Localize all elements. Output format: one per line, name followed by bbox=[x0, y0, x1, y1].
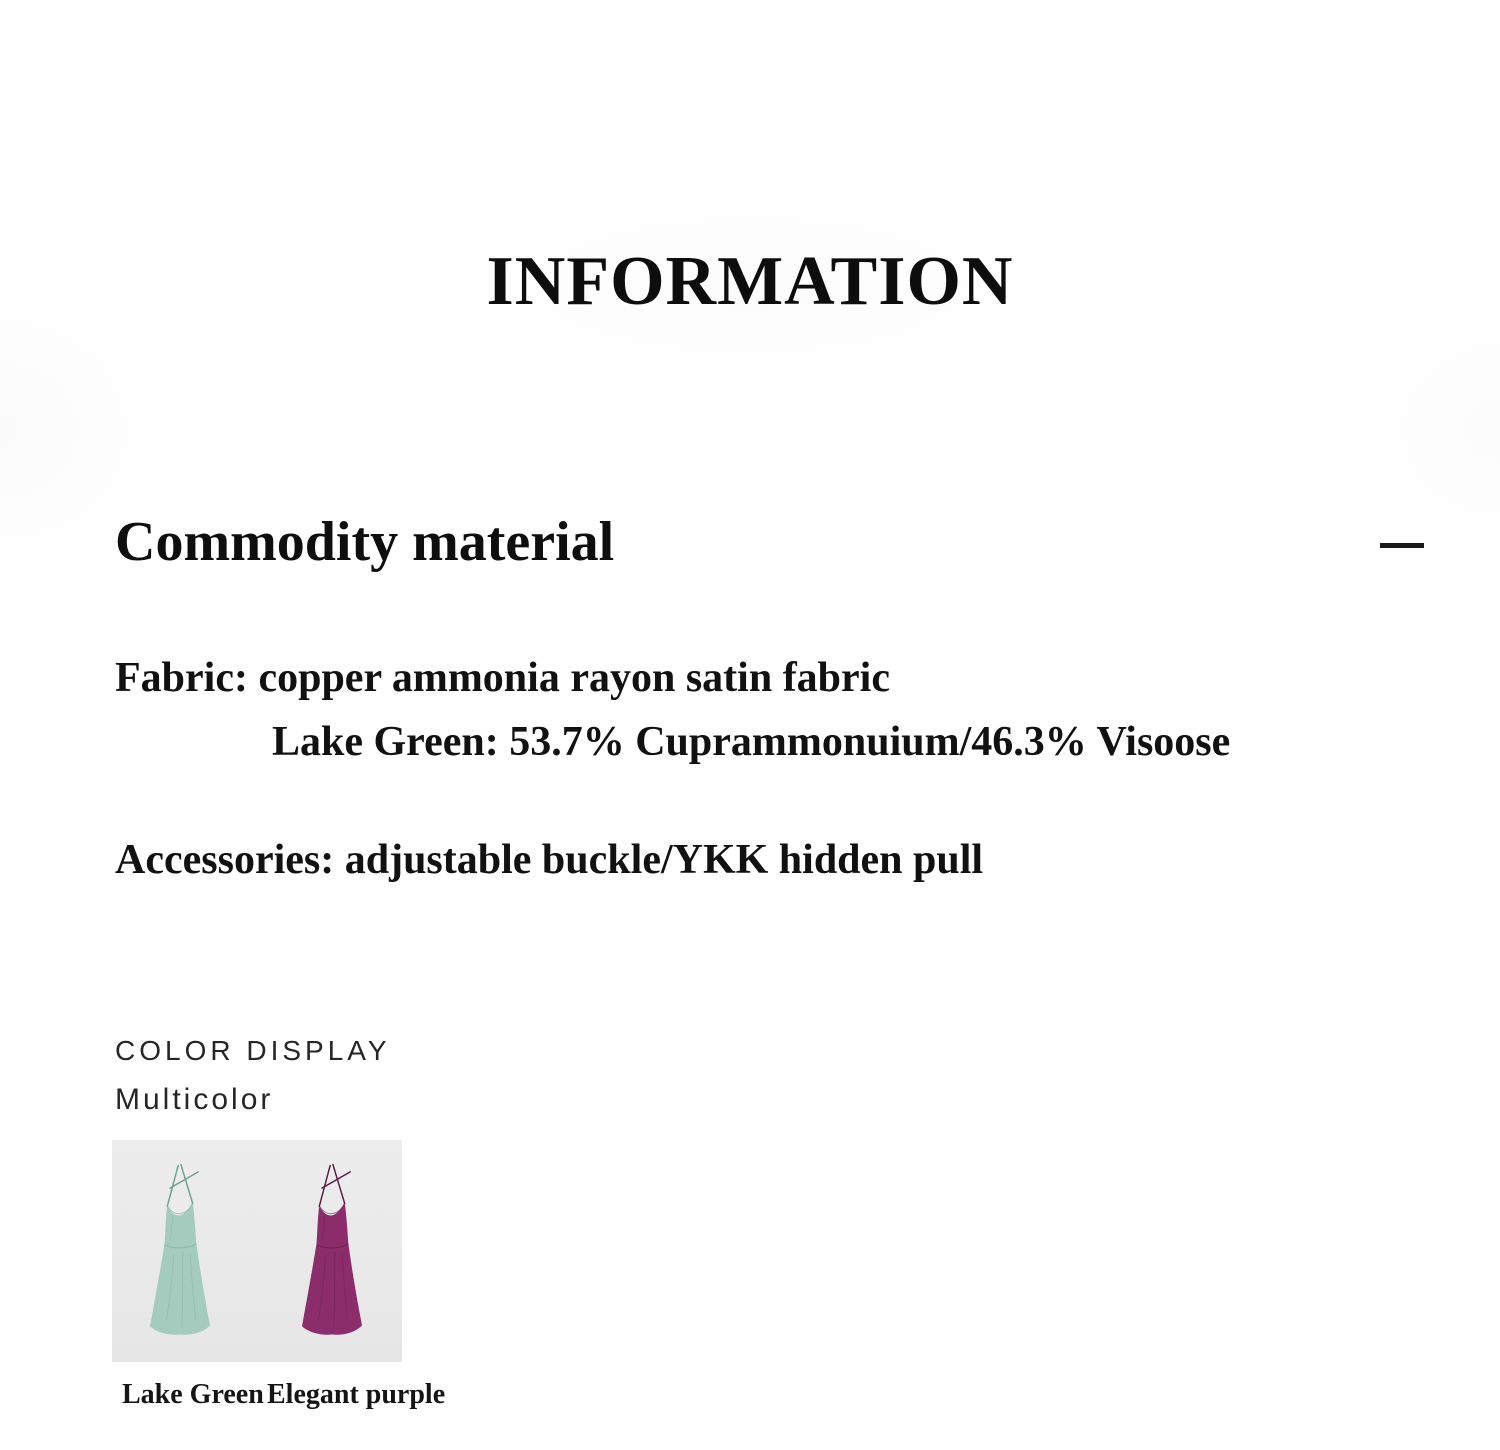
section-heading-commodity-material: Commodity material bbox=[115, 511, 615, 573]
minus-icon bbox=[1380, 543, 1424, 548]
collapse-section-button[interactable] bbox=[1368, 530, 1436, 560]
swatch-label-elegant-purple: Elegant purple bbox=[267, 1379, 446, 1410]
color-swatch-photo bbox=[112, 1140, 402, 1362]
multicolor-label: Multicolor bbox=[115, 1083, 274, 1116]
swatch-label-lake-green: Lake Green bbox=[122, 1379, 264, 1410]
composition-text: Lake Green: 53.7% Cuprammonuium/46.3% Visoose bbox=[272, 719, 1231, 765]
accessories-text: Accessories: adjustable buckle/YKK hidden pull bbox=[115, 837, 984, 883]
lake-green-dress-image bbox=[130, 1152, 230, 1348]
color-display-heading: COLOR DISPLAY bbox=[115, 1035, 391, 1066]
fabric-text: Fabric: copper ammonia rayon satin fabric bbox=[115, 655, 890, 701]
page-title: INFORMATION bbox=[486, 243, 1014, 320]
elegant-purple-dress-image bbox=[282, 1152, 382, 1348]
